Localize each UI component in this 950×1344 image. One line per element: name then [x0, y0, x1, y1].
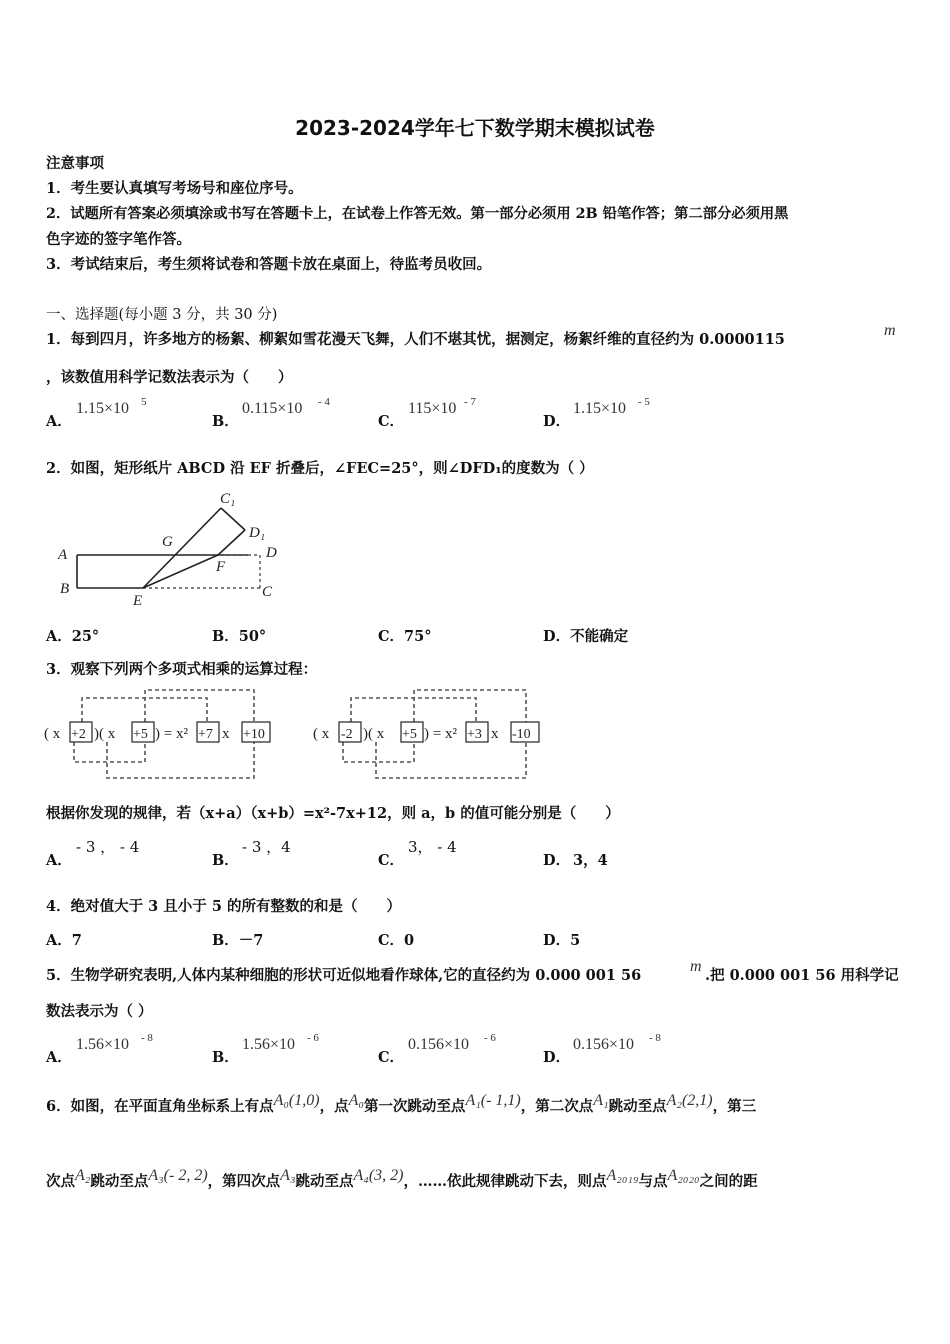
- q2-option-c[interactable]: C．75°: [378, 628, 432, 645]
- q4-stem: 4．绝对值大于 3 且小于 5 的所有整数的和是（ ）: [46, 898, 401, 915]
- label-c1: C₁: [220, 491, 236, 507]
- q5-stem: 5．生物学研究表明,人体内某种细胞的形状可近似地看作球体,它的直径约为 0.000 001 56: [46, 967, 642, 984]
- q3-e2-x2: x: [491, 726, 499, 742]
- label-d: D: [266, 545, 277, 561]
- q3-rule: 根据你发现的规律，若（x+a）（x+b）=x²-7x+12，则 a，b 的值可能分别是（ ）: [46, 805, 620, 822]
- q4-option-c[interactable]: C．0: [378, 932, 415, 949]
- notice-heading: 注意事项: [46, 155, 104, 172]
- q3-e1-s: +7: [198, 727, 213, 742]
- q2-option-d[interactable]: D．不能确定: [543, 628, 629, 645]
- q3-expression-1: [44, 686, 284, 784]
- q3-e1-eq: ) = x²: [155, 726, 188, 742]
- label-a: A: [58, 547, 68, 563]
- notice-item: 色字迹的签字笔作答。: [46, 231, 191, 248]
- q3-e2-p: -10: [512, 727, 531, 742]
- q3-e2-x1: ( x: [313, 726, 330, 742]
- q4-option-d[interactable]: D．5: [543, 932, 581, 949]
- q2-stem: 2．如图，矩形纸片 ABCD 沿 EF 折叠后，∠FEC=25°，则∠DFD₁的度数为（ ）: [46, 460, 594, 477]
- q3-e1-p: +10: [243, 727, 265, 742]
- q2-fold-figure: [55, 485, 285, 610]
- label-b: B: [60, 581, 70, 597]
- notice-item: 3．考试结束后，考生须将试卷和答题卡放在桌面上，待监考员收回。: [46, 256, 492, 273]
- q5-stem-tail: .把 0.000 001 56 用科学记: [705, 967, 899, 984]
- q1-unit: m: [884, 322, 896, 339]
- q2-option-b[interactable]: B．50°: [212, 628, 267, 645]
- q6-line2: 次点A₂跳动至点A₃(- 2, 2)，第四次点A₃跳动至点A₄(3, 2)，……依此规律跳动下去，则点A₂₀₁₉与点A₂₀₂₀之间的距: [46, 1167, 758, 1190]
- q1-stem: 1．每到四月，许多地方的杨絮、柳絮如雪花漫天飞舞，人们不堪其忧，据测定，杨絮纤维的直径约为 0.0000115: [46, 331, 785, 348]
- q6-line1: 6．如图，在平面直角坐标系上有点A₀(1,0)，点A₀第一次跳动至点A₁(- 1,1)，第二次点A₁跳动至点A₂(2,1)，第三: [46, 1092, 757, 1115]
- q4-option-a[interactable]: A．7: [46, 932, 82, 949]
- q3-e1-x2: x: [222, 726, 230, 742]
- q3-e2-m: )( x: [363, 726, 385, 742]
- q3-expression-2: [313, 686, 553, 784]
- notice-item: 2．试题所有答案必须填涂或书写在答题卡上，在试卷上作答无效。第一部分必须用 2B 铅笔作答；第二部分必须用黑: [46, 206, 789, 222]
- q1-stem-cont: ，该数值用科学记数法表示为（ ）: [46, 369, 293, 386]
- q3-stem: 3．观察下列两个多项式相乘的运算过程：: [46, 661, 318, 678]
- section-heading: 一、选择题(每小题 3 分，共 30 分): [46, 307, 278, 323]
- q3-e2-eq: ) = x²: [424, 726, 457, 742]
- q4-option-b[interactable]: B．－7: [212, 932, 264, 949]
- q3-e1-b: +5: [133, 727, 148, 742]
- page-title: 2023-2024学年七下数学期末模拟试卷: [295, 116, 655, 140]
- q3-e1-a: +2: [71, 727, 86, 742]
- q3-e1-x1: ( x: [44, 726, 61, 742]
- label-f: F: [216, 559, 226, 575]
- label-g: G: [162, 534, 173, 550]
- q5-stem-cont: 数法表示为（ ）: [46, 1003, 153, 1020]
- notice-item: 1．考生要认真填写考场号和座位序号。: [46, 180, 303, 197]
- label-c: C: [262, 584, 273, 600]
- label-d1: D₁: [249, 525, 266, 541]
- q3-e2-a: -2: [341, 727, 353, 742]
- q2-option-a[interactable]: A．25°: [46, 628, 100, 645]
- q5-unit: m: [690, 958, 702, 975]
- q3-e2-b: +5: [402, 727, 417, 742]
- label-e: E: [133, 593, 143, 609]
- q3-e2-s: +3: [467, 727, 482, 742]
- q3-e1-m: )( x: [94, 726, 116, 742]
